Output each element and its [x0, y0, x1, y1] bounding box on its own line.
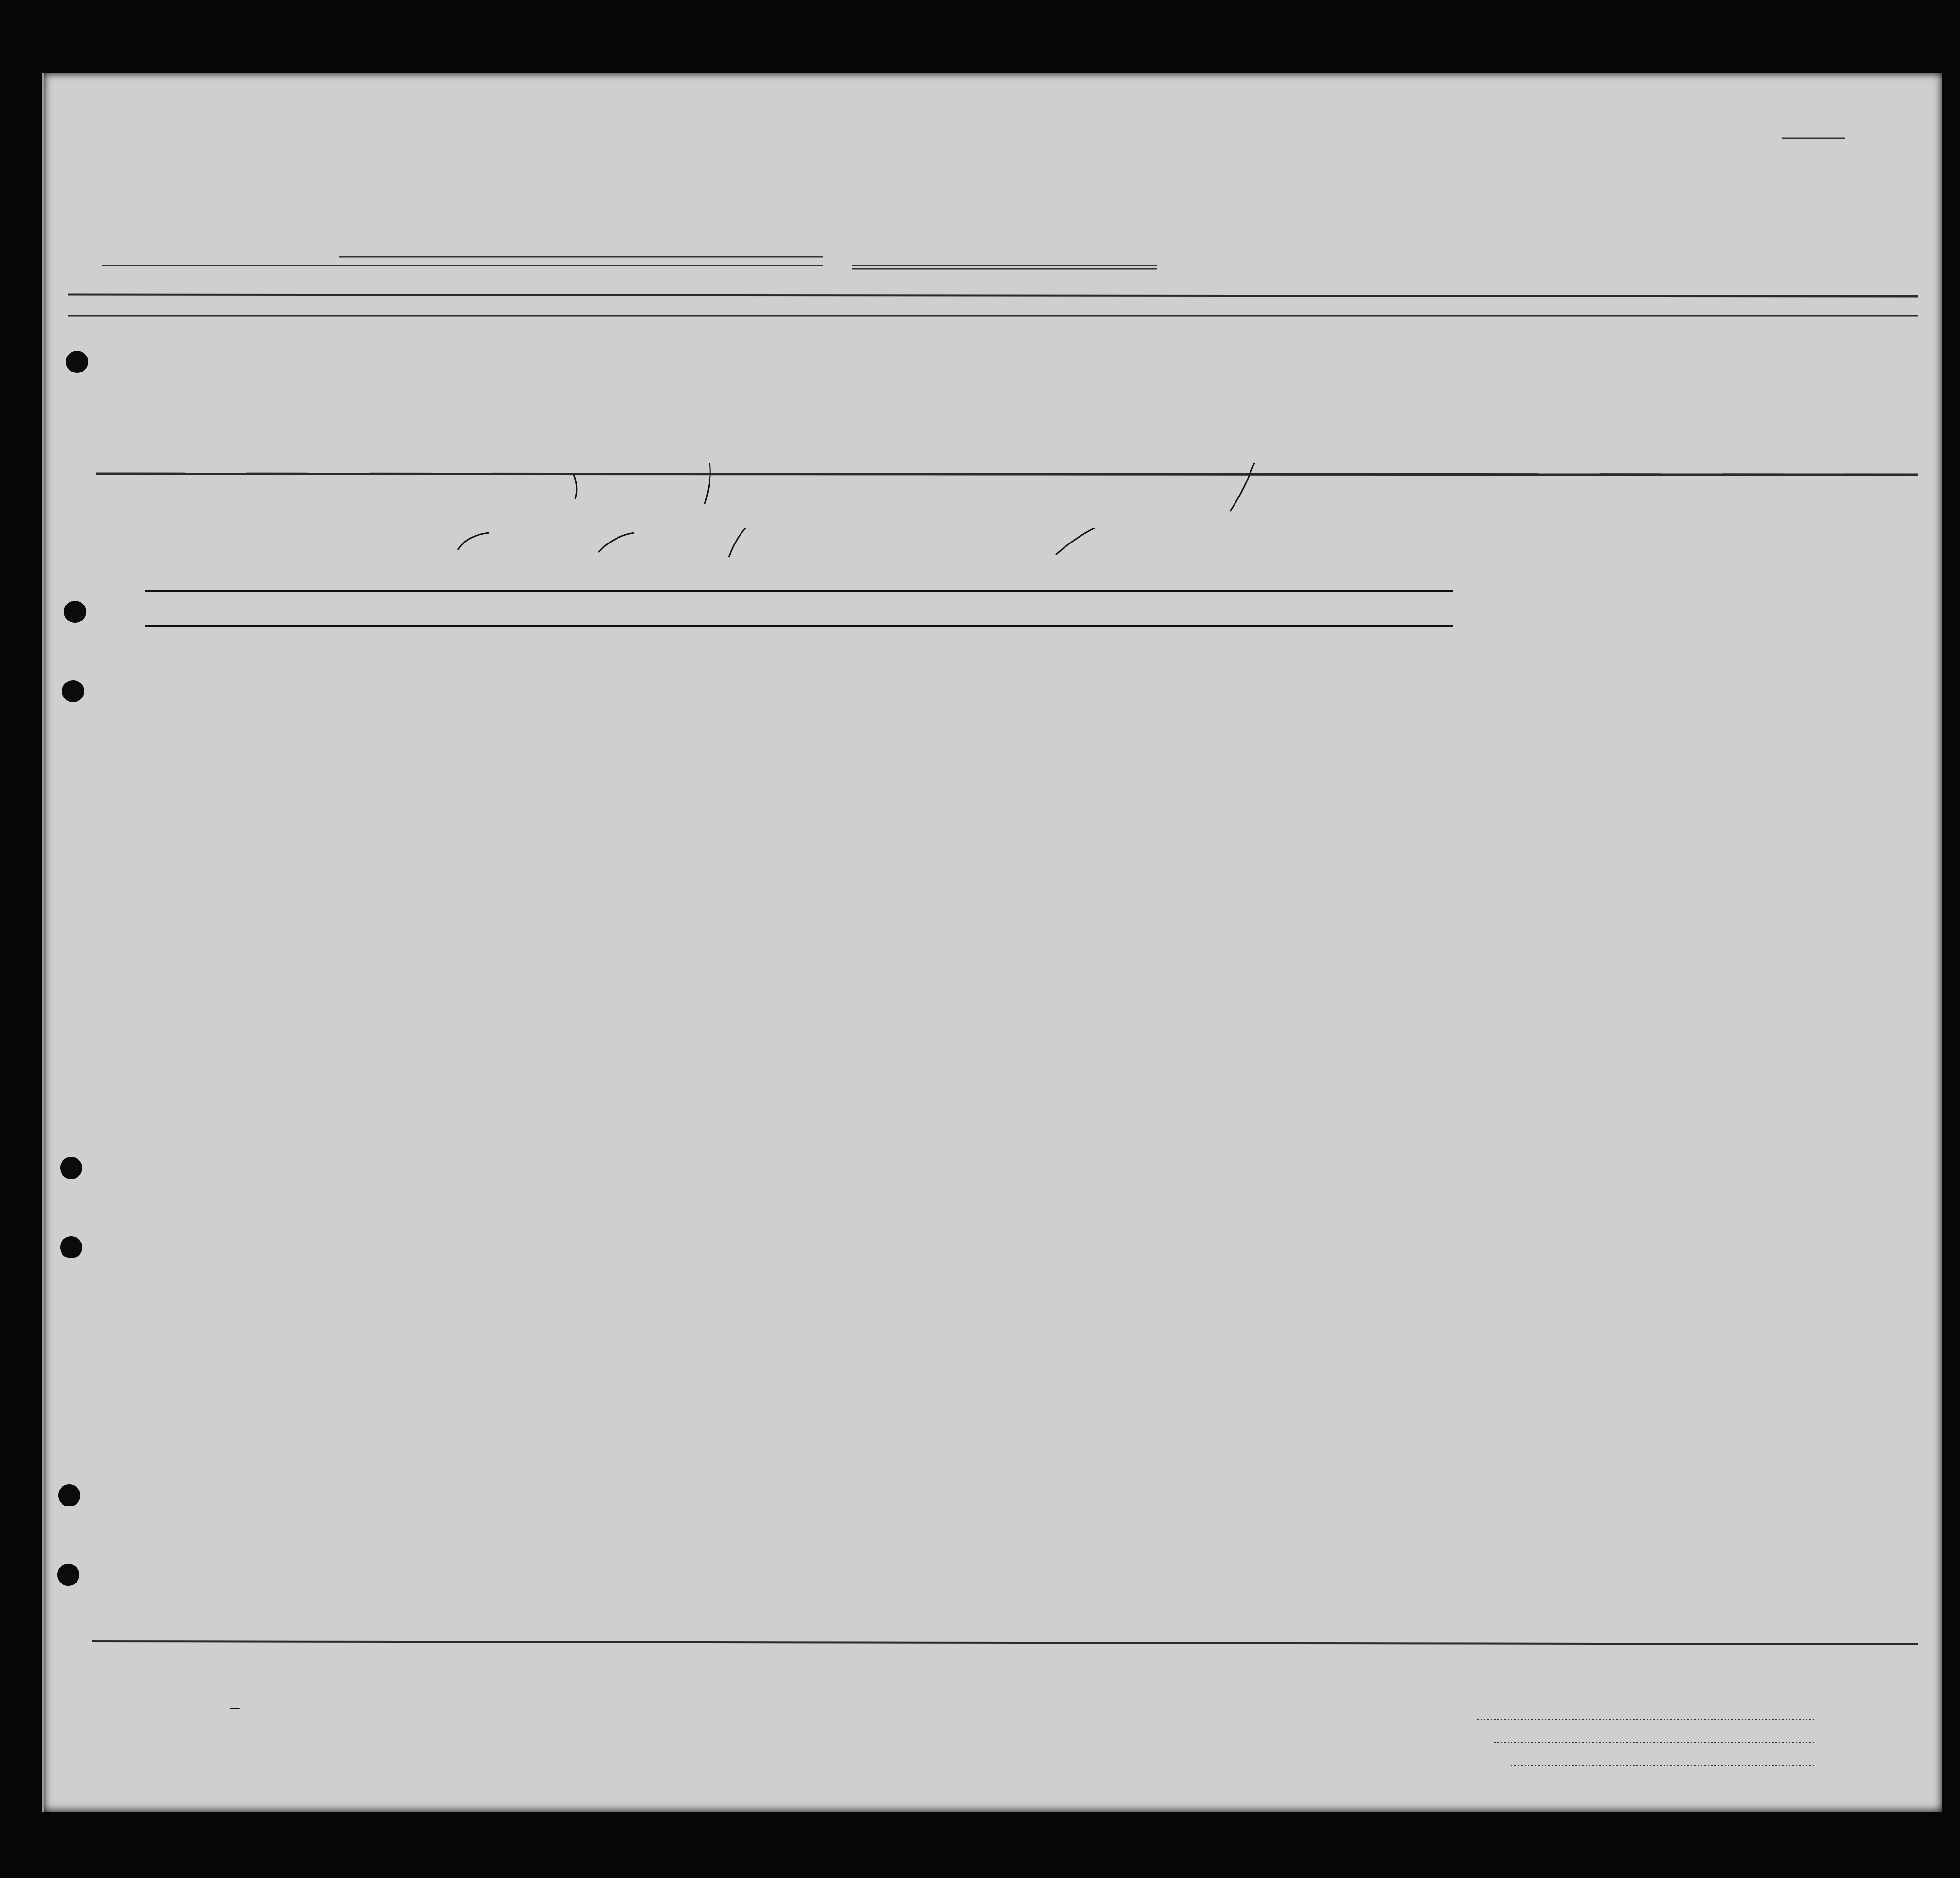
footer-note: —: [230, 1703, 240, 1713]
strike-lines: [145, 591, 1453, 626]
